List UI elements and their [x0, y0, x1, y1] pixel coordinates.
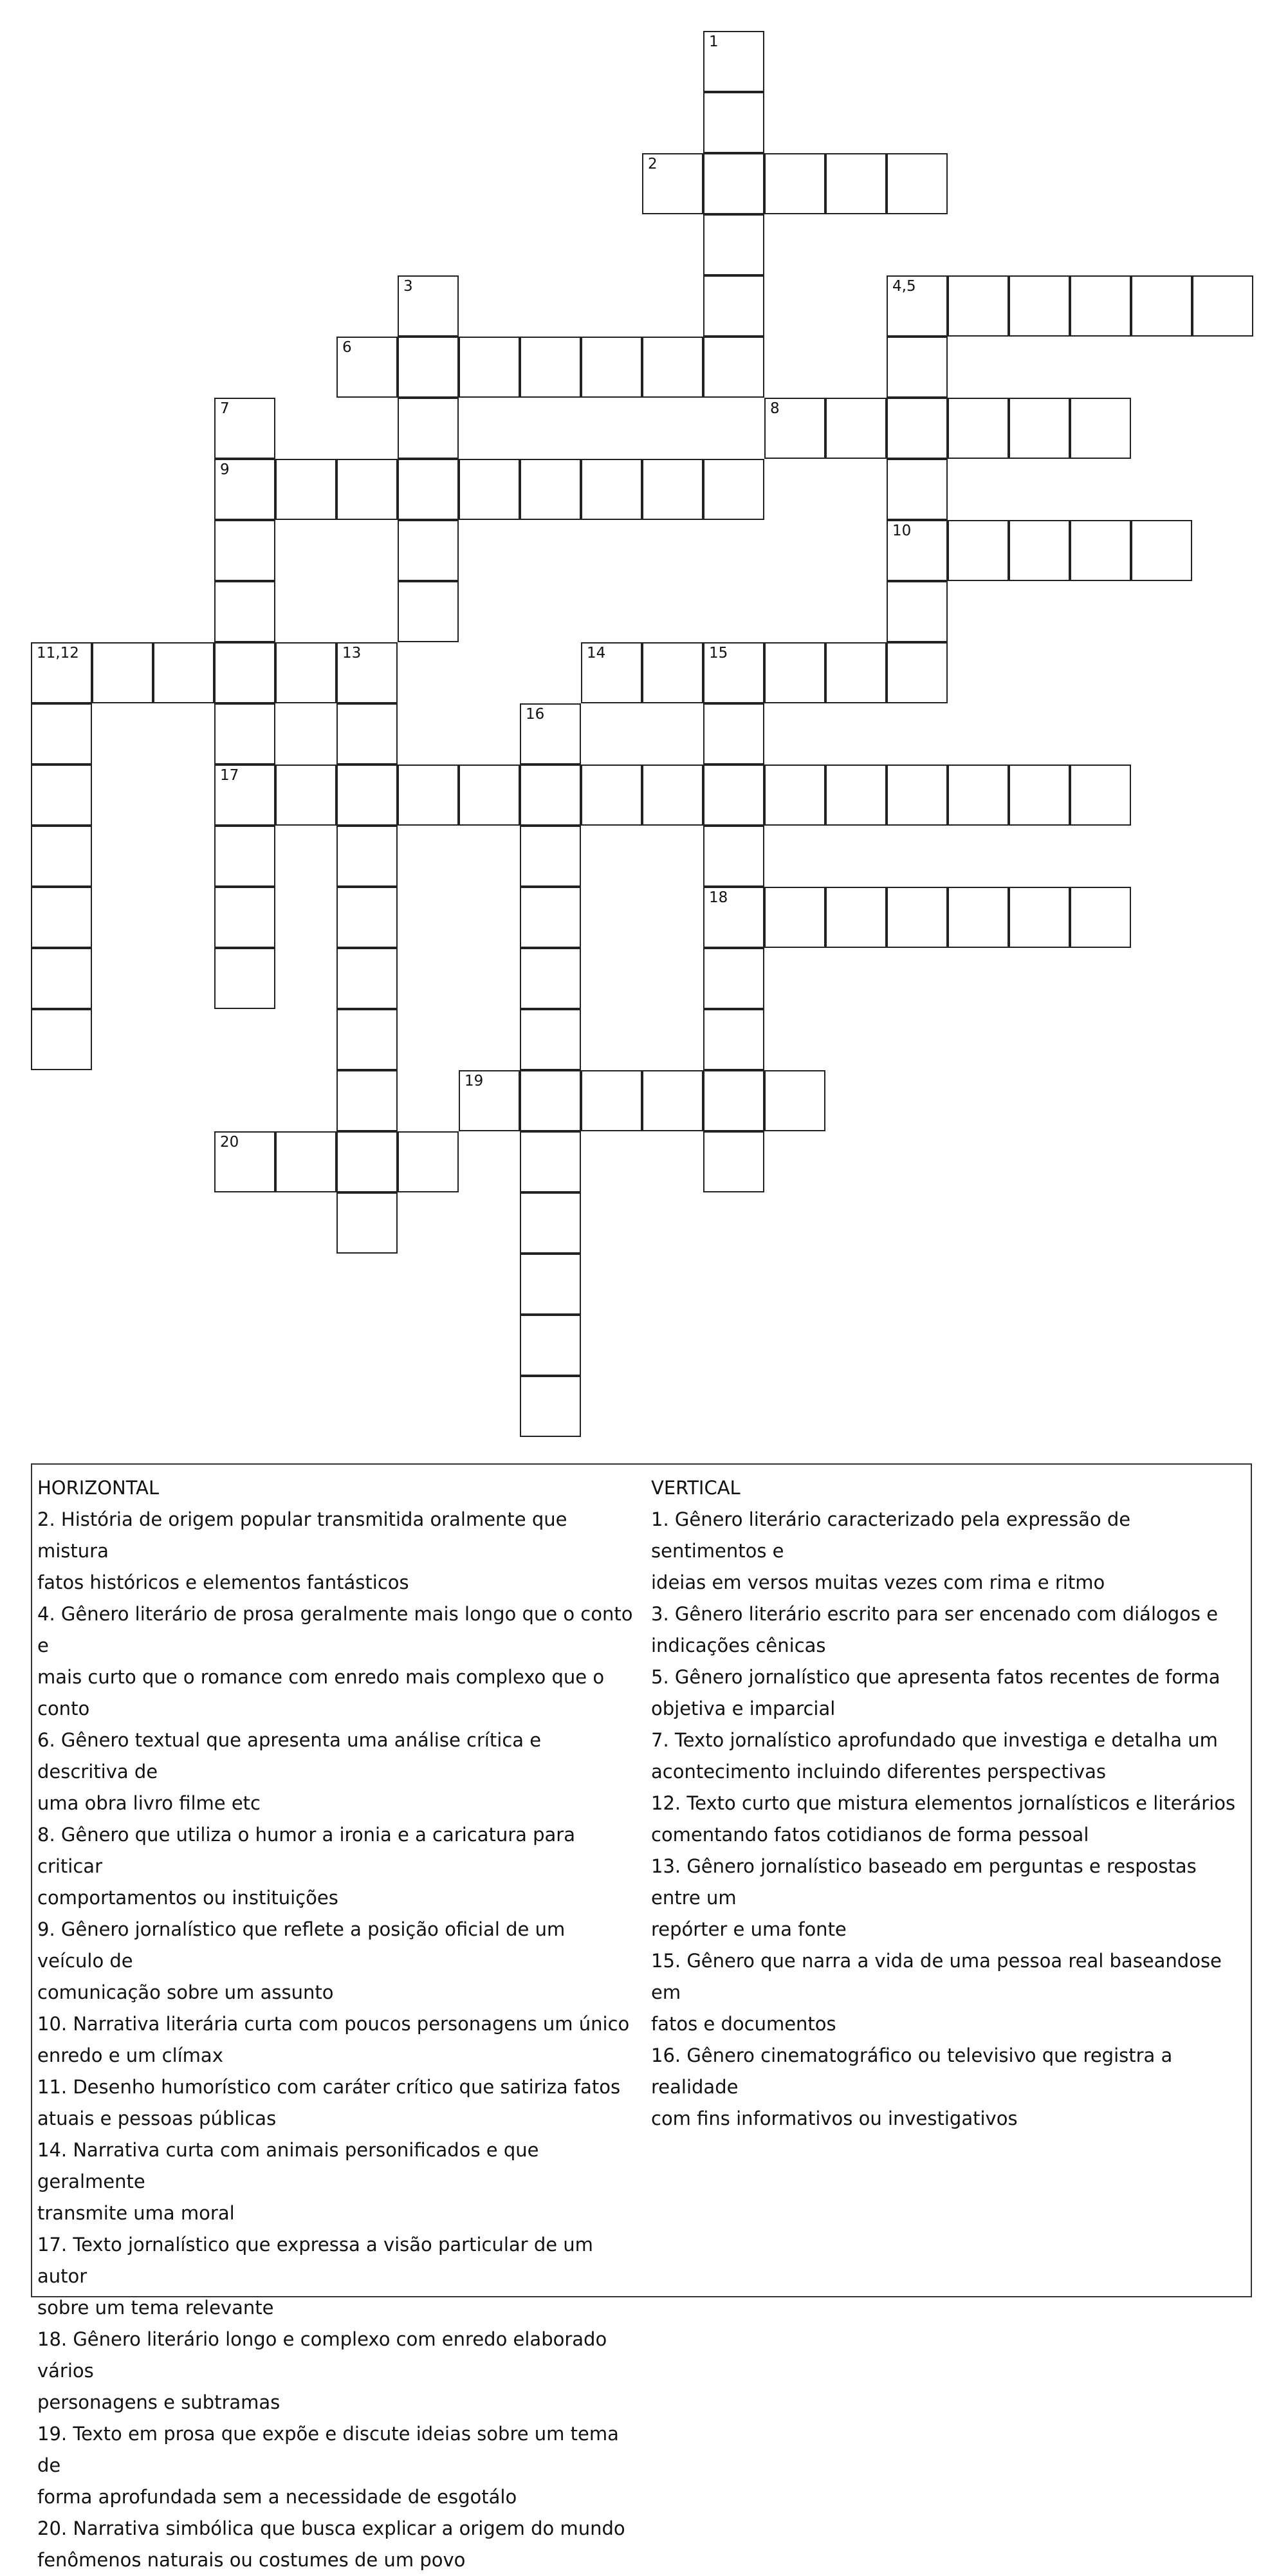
clue-number: 11,12: [37, 645, 79, 662]
clue-line: comentando fatos cotidianos de forma pessoal: [651, 1824, 1089, 1846]
grid-cell[interactable]: [1009, 887, 1070, 948]
grid-cell[interactable]: [214, 520, 275, 581]
grid-cell[interactable]: [703, 1009, 764, 1070]
grid-cell[interactable]: [520, 1254, 581, 1315]
grid-cell[interactable]: [887, 337, 948, 398]
grid-cell[interactable]: [581, 337, 642, 398]
grid-cell[interactable]: [214, 887, 275, 948]
clue-line: ideias em versos muitas vezes com rima e ritmo: [651, 1571, 1105, 1593]
grid-cell[interactable]: [642, 337, 703, 398]
grid-cell[interactable]: [642, 764, 703, 826]
grid-cell[interactable]: [459, 459, 520, 520]
clue-number: 10: [892, 523, 912, 539]
clue-line: 14. Narrativa curta com animais personificados e que geralmente: [37, 2139, 539, 2192]
clue-line: fatos e documentos: [651, 2013, 836, 2035]
clue-line: 3. Gênero literário escrito para ser encenado com diálogos e: [651, 1603, 1219, 1625]
grid-cell[interactable]: [398, 459, 459, 520]
grid-cell[interactable]: [581, 764, 642, 826]
grid-cell[interactable]: [642, 642, 703, 703]
grid-cell[interactable]: [520, 1009, 581, 1070]
clue-number: 20: [220, 1134, 239, 1151]
grid-cell[interactable]: [948, 887, 1009, 948]
grid-cell[interactable]: [398, 398, 459, 459]
grid-cell[interactable]: [887, 887, 948, 948]
grid-cell[interactable]: [214, 459, 275, 520]
grid-cell[interactable]: [1070, 520, 1131, 581]
grid-cell[interactable]: [887, 398, 948, 459]
grid-cell[interactable]: [703, 337, 764, 398]
grid-cell[interactable]: [31, 764, 92, 826]
grid-cell[interactable]: [764, 764, 825, 826]
grid-cell[interactable]: [275, 642, 336, 703]
grid-cell[interactable]: [398, 581, 459, 642]
clue-line: transmite uma moral: [37, 2202, 235, 2224]
clue-line: enredo e um clímax: [37, 2044, 223, 2066]
grid-cell[interactable]: [703, 459, 764, 520]
clue-line: 13. Gênero jornalístico baseado em perguntas e respostas entre um: [651, 1855, 1197, 1909]
vertical-heading: VERTICAL: [651, 1477, 741, 1499]
grid-cell[interactable]: [520, 1315, 581, 1376]
grid-cell[interactable]: [1131, 275, 1192, 337]
grid-cell[interactable]: [520, 1070, 581, 1131]
clue-line: 15. Gênero que narra a vida de uma pessoa real baseandose em: [651, 1950, 1222, 2003]
clue-line: repórter e uma fonte: [651, 1918, 847, 1940]
clue-line: 18. Gênero literário longo e complexo com enredo elaborado vários: [37, 2328, 607, 2382]
clue-line: 4. Gênero literário de prosa geralmente mais longo que o conto e: [37, 1603, 633, 1656]
grid-cell[interactable]: [336, 1131, 398, 1192]
grid-cell[interactable]: [703, 275, 764, 337]
grid-cell[interactable]: [1009, 764, 1070, 826]
grid-cell[interactable]: [275, 459, 336, 520]
clue-line: comunicação sobre um assunto: [37, 1981, 334, 2003]
grid-cell[interactable]: [1070, 398, 1131, 459]
grid-cell[interactable]: [642, 153, 703, 214]
clue-line: 10. Narrativa literária curta com poucos personagens um único: [37, 2013, 630, 2035]
clue-number: 13: [342, 645, 362, 662]
clue-line: 12. Texto curto que mistura elementos jornalísticos e literários: [651, 1792, 1236, 1814]
grid-cell[interactable]: [214, 764, 275, 826]
grid-cell[interactable]: [336, 703, 398, 764]
grid-cell[interactable]: [1131, 520, 1192, 581]
grid-cell[interactable]: [92, 642, 153, 703]
clue-number: 18: [709, 889, 728, 906]
clue-number: 17: [220, 767, 239, 784]
clue-line: fatos históricos e elementos fantásticos: [37, 1571, 409, 1593]
grid-cell[interactable]: [703, 703, 764, 764]
clue-line: mais curto que o romance com enredo mais complexo que o conto: [37, 1666, 605, 1719]
grid-cell[interactable]: [948, 398, 1009, 459]
grid-cell[interactable]: [520, 459, 581, 520]
grid-cell[interactable]: [764, 642, 825, 703]
grid-cell[interactable]: [1070, 275, 1131, 337]
clue-line: 2. História de origem popular transmitida oralmente que mistura: [37, 1508, 567, 1562]
clue-line: 5. Gênero jornalístico que apresenta fatos recentes de forma: [651, 1666, 1220, 1688]
grid-cell[interactable]: [825, 764, 887, 826]
grid-cell[interactable]: [887, 275, 948, 337]
clue-number: 16: [526, 706, 545, 723]
grid-cell[interactable]: [336, 1070, 398, 1131]
clue-number: 6: [342, 339, 352, 356]
grid-cell[interactable]: [642, 1070, 703, 1131]
clue-number: 15: [709, 645, 728, 662]
grid-cell[interactable]: [336, 887, 398, 948]
grid-cell[interactable]: [703, 826, 764, 887]
clue-line: 6. Gênero textual que apresenta uma análise crítica e descritiva de: [37, 1729, 542, 1783]
grid-cell[interactable]: [703, 764, 764, 826]
horizontal-clues: [37, 1472, 636, 2576]
clue-number: 1: [709, 33, 719, 50]
grid-cell[interactable]: [581, 642, 642, 703]
grid-cell[interactable]: [214, 703, 275, 764]
grid-cell[interactable]: [398, 520, 459, 581]
grid-cell[interactable]: [336, 337, 398, 398]
grid-cell[interactable]: [887, 153, 948, 214]
grid-cell[interactable]: [825, 398, 887, 459]
grid-cell[interactable]: [398, 1131, 459, 1192]
grid-cell[interactable]: [887, 764, 948, 826]
grid-cell[interactable]: [1009, 275, 1070, 337]
grid-cell[interactable]: [948, 764, 1009, 826]
clue-number: 14: [587, 645, 606, 662]
grid-cell[interactable]: [336, 642, 398, 703]
grid-cell[interactable]: [887, 581, 948, 642]
grid-cell[interactable]: [214, 398, 275, 459]
grid-cell[interactable]: [520, 764, 581, 826]
grid-cell[interactable]: [948, 275, 1009, 337]
grid-cell[interactable]: [520, 948, 581, 1009]
clue-line: objetiva e imparcial: [651, 1698, 836, 1719]
clue-number: 9: [220, 461, 230, 478]
grid-cell[interactable]: [336, 764, 398, 826]
clue-line: 8. Gênero que utiliza o humor a ironia e a caricatura para criticar: [37, 1824, 576, 1877]
clue-line: personagens e subtramas: [37, 2391, 281, 2413]
clue-line: 17. Texto jornalístico que expressa a visão particular de um autor: [37, 2234, 593, 2287]
grid-cell[interactable]: [581, 1070, 642, 1131]
clue-line: comportamentos ou instituições: [37, 1887, 338, 1909]
grid-cell[interactable]: [336, 948, 398, 1009]
grid-cell[interactable]: [520, 1376, 581, 1437]
grid-cell[interactable]: [31, 642, 92, 703]
grid-cell[interactable]: [520, 1192, 581, 1254]
grid-cell[interactable]: [887, 459, 948, 520]
clue-line: 11. Desenho humorístico com caráter crítico que satiriza fatos: [37, 2076, 621, 2098]
clue-line: fenômenos naturais ou costumes de um povo: [37, 2549, 466, 2571]
grid-cell[interactable]: [214, 826, 275, 887]
grid-cell[interactable]: [31, 887, 92, 948]
grid-cell[interactable]: [520, 887, 581, 948]
grid-cell[interactable]: [1192, 275, 1253, 337]
grid-cell[interactable]: [275, 1131, 336, 1192]
clue-line: 9. Gênero jornalístico que reflete a posição oficial de um veículo de: [37, 1918, 566, 1972]
grid-cell[interactable]: [520, 826, 581, 887]
grid-cell[interactable]: [703, 153, 764, 214]
horizontal-heading: HORIZONTAL: [37, 1477, 160, 1499]
grid-cell[interactable]: [214, 581, 275, 642]
grid-cell[interactable]: [31, 948, 92, 1009]
clue-line: com fins informativos ou investigativos: [651, 2108, 1018, 2129]
clue-line: 16. Gênero cinematográfico ou televisivo que registra a realidade: [651, 2044, 1173, 2098]
grid-cell[interactable]: [764, 887, 825, 948]
clue-line: atuais e pessoas públicas: [37, 2108, 277, 2129]
grid-cell[interactable]: [703, 1131, 764, 1192]
grid-cell[interactable]: [520, 337, 581, 398]
clue-line: indicações cênicas: [651, 1635, 826, 1656]
grid-cell[interactable]: [336, 826, 398, 887]
clue-number: 4,5: [892, 278, 916, 295]
grid-cell[interactable]: [398, 764, 459, 826]
grid-cell[interactable]: [703, 948, 764, 1009]
grid-cell[interactable]: [887, 642, 948, 703]
grid-cell[interactable]: [642, 459, 703, 520]
grid-cell[interactable]: [825, 642, 887, 703]
grid-cell[interactable]: [1009, 398, 1070, 459]
clue-line: sobre um tema relevante: [37, 2297, 274, 2319]
grid-cell[interactable]: [703, 642, 764, 703]
grid-cell[interactable]: [31, 703, 92, 764]
grid-cell[interactable]: [275, 764, 336, 826]
grid-cell[interactable]: [703, 92, 764, 153]
grid-cell[interactable]: [31, 1009, 92, 1070]
clue-line: forma aprofundada sem a necessidade de esgotálo: [37, 2486, 517, 2508]
grid-cell[interactable]: [459, 1070, 520, 1131]
grid-cell[interactable]: [948, 520, 1009, 581]
clue-line: 1. Gênero literário caracterizado pela expressão de sentimentos e: [651, 1508, 1131, 1562]
grid-cell[interactable]: [214, 642, 275, 703]
grid-cell[interactable]: [398, 337, 459, 398]
clue-line: 7. Texto jornalístico aprofundado que investiga e detalha um: [651, 1729, 1218, 1751]
clue-line: acontecimento incluindo diferentes perspectivas: [651, 1761, 1106, 1783]
grid-cell[interactable]: [825, 153, 887, 214]
grid-cell[interactable]: [459, 337, 520, 398]
grid-cell[interactable]: [1070, 887, 1131, 948]
grid-cell[interactable]: [214, 948, 275, 1009]
grid-cell[interactable]: [336, 1192, 398, 1254]
grid-cell[interactable]: [703, 31, 764, 92]
grid-cell[interactable]: [887, 520, 948, 581]
clue-number: 3: [403, 278, 413, 295]
grid-cell[interactable]: [214, 1131, 275, 1192]
grid-cell[interactable]: [764, 398, 825, 459]
grid-cell[interactable]: [31, 826, 92, 887]
grid-cell[interactable]: [520, 1131, 581, 1192]
grid-cell[interactable]: [459, 764, 520, 826]
grid-cell[interactable]: [703, 887, 764, 948]
grid-cell[interactable]: [336, 459, 398, 520]
grid-cell[interactable]: [1009, 520, 1070, 581]
grid-cell[interactable]: [398, 275, 459, 337]
clue-line: 20. Narrativa simbólica que busca explicar a origem do mundo: [37, 2517, 625, 2539]
clue-line: uma obra livro filme etc: [37, 1792, 261, 1814]
grid-cell[interactable]: [336, 1009, 398, 1070]
clue-number: 7: [220, 400, 230, 417]
clue-number: 2: [648, 156, 658, 172]
grid-cell[interactable]: [764, 153, 825, 214]
grid-cell[interactable]: [1070, 764, 1131, 826]
grid-cell[interactable]: [153, 642, 214, 703]
grid-cell[interactable]: [764, 1070, 825, 1131]
grid-cell[interactable]: [703, 214, 764, 275]
vertical-clues: [651, 1472, 1243, 2135]
clue-number: 19: [465, 1073, 484, 1089]
grid-cell[interactable]: [825, 887, 887, 948]
clue-line: 19. Texto em prosa que expõe e discute ideias sobre um tema de: [37, 2423, 619, 2476]
grid-cell[interactable]: [703, 1070, 764, 1131]
clue-number: 8: [770, 400, 780, 417]
clues-box: [31, 1463, 1252, 2571]
grid-cell[interactable]: [581, 459, 642, 520]
grid-cell[interactable]: [520, 703, 581, 764]
